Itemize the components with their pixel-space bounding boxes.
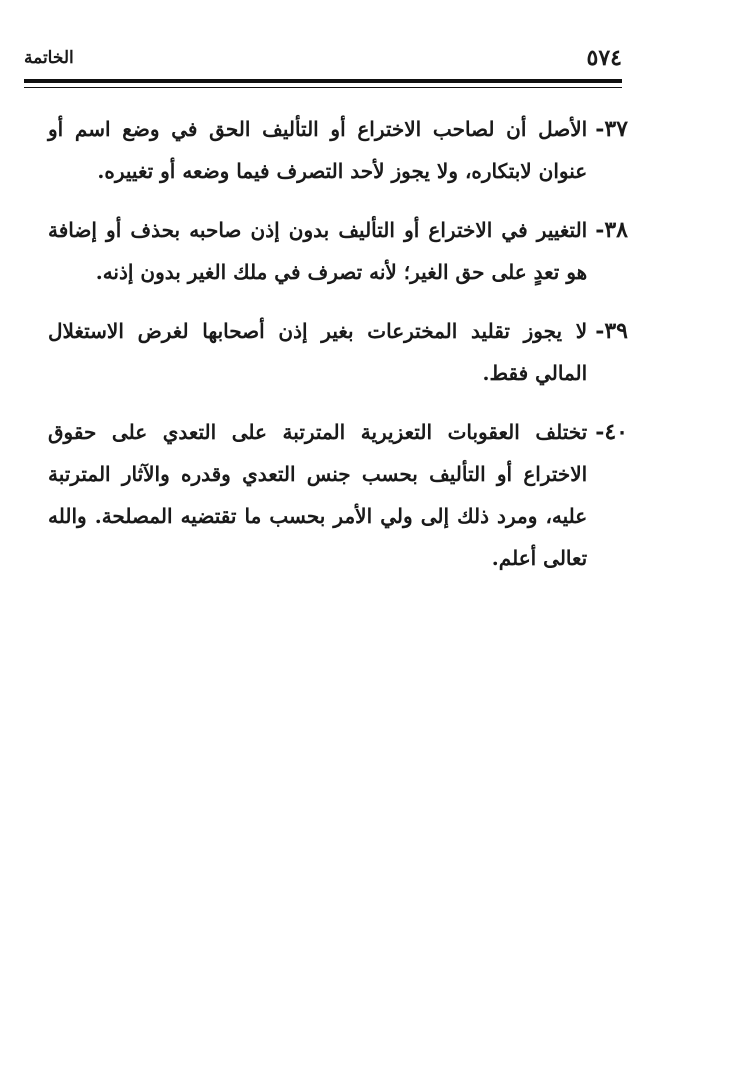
page-number: ٥٧٤ xyxy=(586,45,622,71)
item-number: ٣٩- xyxy=(595,318,628,344)
item-text: الأصل أن لصاحب الاختراع أو التأليف الحق في وضع اسم أو عنوان لابتكاره، ولا يجوز لأحد التصرف فيما وضعه أو تغييره. xyxy=(48,117,588,183)
item-text: تختلف العقوبات التعزيرية المترتبة على التعدي على حقوق الاختراع أو التأليف بحسب جنس التعدي وقدره والآثار المترتبة عليه، ومرد ذلك إلى ولي الأمر بحسب ما تقتضيه المصلحة. والله تعالى أعلم. xyxy=(48,420,588,570)
list-item xyxy=(48,108,628,192)
list-item xyxy=(48,310,628,394)
item-number: ٤٠- xyxy=(595,419,628,445)
header-rule-thick xyxy=(24,79,622,83)
chapter-title: الخاتمة xyxy=(24,48,74,68)
page-header xyxy=(24,44,622,72)
header-rule-thin xyxy=(24,87,622,88)
item-number: ٣٧- xyxy=(595,116,628,142)
conclusions-list xyxy=(48,108,628,596)
item-text: لا يجوز تقليد المخترعات بغير إذن أصحابها لغرض الاستغلال المالي فقط. xyxy=(48,319,588,385)
list-item xyxy=(48,209,628,293)
item-text: التغيير في الاختراع أو التأليف بدون إذن صاحبه بحذف أو إضافة هو تعدٍ على حق الغير؛ لأنه تصرف في ملك الغير بدون إذنه. xyxy=(48,218,588,284)
item-number: ٣٨- xyxy=(595,217,628,243)
list-item xyxy=(48,411,628,579)
